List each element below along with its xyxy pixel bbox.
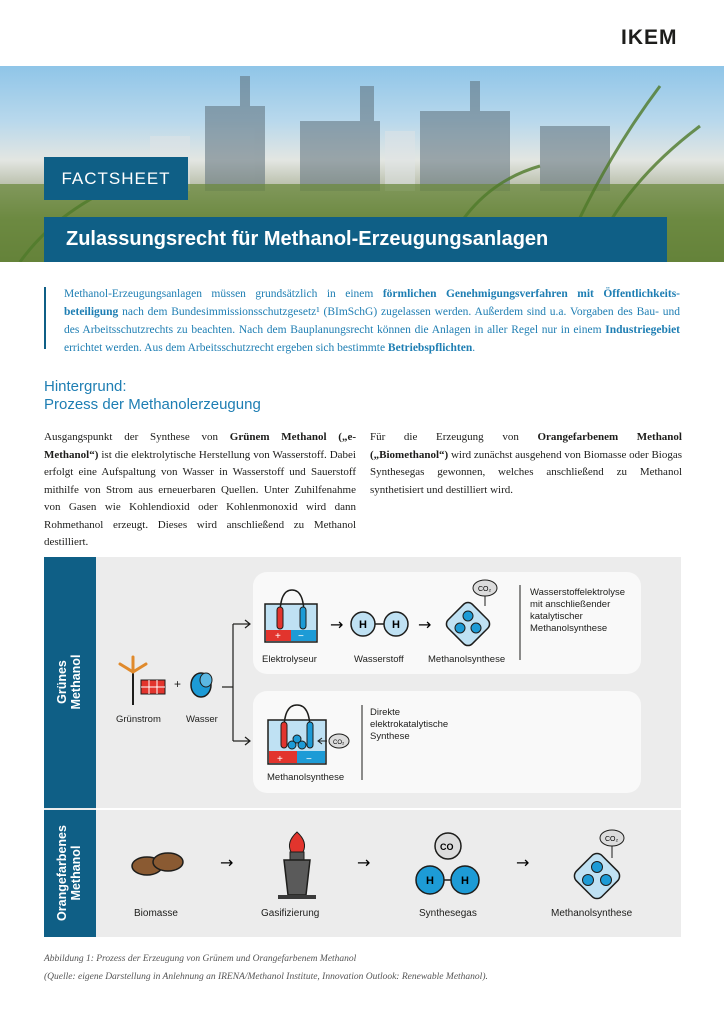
logo-text: IKEM: [621, 26, 678, 49]
h-letter: H: [426, 875, 434, 887]
col2-text: Für die Erzeugung von: [370, 431, 538, 443]
label-wasserstoff: Wasserstoff: [354, 654, 404, 665]
arrow-icon: →: [330, 615, 344, 634]
factsheet-badge: FACTSHEET: [44, 157, 188, 200]
electrolyser-icon: [265, 590, 317, 642]
figure-source: (Quelle: eigene Darstellung in Anlehnung an IRENA/Methanol Institute, Innovation Outlook: Renewable Methanol).: [44, 972, 488, 982]
minus-sign: −: [306, 754, 312, 765]
col1-text: Ausgangspunkt der Synthese von: [44, 431, 230, 443]
co2-label: CO₂: [478, 586, 492, 593]
page-title-text: Zulassungsrecht für Methanol-Erzeugungsanlagen: [66, 228, 549, 250]
green-power-icon: [120, 657, 165, 705]
intro-bold-procedure: förmlichen Genehmigungsverfahren mit Öffentlichkeits-beteiligung: [64, 288, 681, 318]
co2-label: CO₂: [333, 740, 345, 746]
side-label-green-text: Grünes Methanol: [55, 654, 83, 710]
arrow-icon: →: [357, 853, 371, 872]
intro-text: errichtet werden. Aus dem Arbeitsschutzrecht ergeben sich bestimmte: [64, 342, 388, 354]
label-gasifizierung: Gasifizierung: [261, 908, 320, 919]
co-label: CO: [440, 842, 454, 852]
col2-bold: Orangefarbenem Methanol („Biomethanol“): [370, 431, 682, 461]
col2-text: wird zunächst ausgehend von Biomasse oder Biogas Synthesegas gewonnen, welches anschließend zu Methanol synthetisiert und destilliert wird.: [370, 448, 682, 496]
label-methanolsynthese: Methanolsynthese: [551, 908, 633, 919]
arrow-icon: →: [220, 853, 234, 872]
col1-text: ist die elektrolytische Herstellung von Wasserstoff. Dabei erfolgt eine Aufspaltung von Wasser in Wasserstoff und Sauerstoff mithilfe von Strom aus erneuerbaren Quellen. Unter Zuhilfenahme von Gasen wie Kohlendioxid oder Kohlenmonoxid wird dann Rohmethanol erzeugt. Dieses wird anschließend zu Methanol destilliert.: [44, 448, 356, 548]
intro-text: .: [472, 342, 476, 354]
h-letter: H: [461, 875, 469, 887]
intro-bold-industry: Industriegebiet: [605, 324, 680, 336]
side-label-orange-text: Orangefarbenes Methanol: [55, 825, 83, 921]
h-letter: H: [359, 619, 367, 631]
label-synthesegas: Synthesegas: [419, 908, 477, 919]
plus-sign: +: [174, 677, 182, 691]
intro-bold-duties: Betriebspflichten: [387, 342, 473, 354]
arrow-icon: →: [516, 853, 530, 872]
intro-text: nach dem Bundesimmissionsschutzgesetz¹ (BImSchG) zugelassen werden. Außerdem sind u.a. Vorgaben des Bau- und des Arbeitsschutzrechts zu beachten. Nach dem Bauplanungsrecht können die Anlagen in aller Regel nur in einem: [64, 306, 680, 336]
plus-sign: +: [277, 754, 283, 765]
label-wasser: Wasser: [186, 714, 218, 725]
branch-arrows: [222, 620, 250, 745]
label-elektrolyseur: Elektrolyseur: [262, 654, 317, 665]
plus-sign: +: [275, 631, 281, 642]
label-gruenstrom: Grünstrom: [116, 714, 161, 725]
h-letter: H: [392, 619, 400, 631]
biomass-icon: [132, 853, 183, 875]
gasifier-icon: [278, 832, 316, 899]
label-methanolsynthese: Methanolsynthese: [428, 654, 506, 665]
section-heading-line1: Hintergrund:: [44, 378, 127, 395]
label-biomasse: Biomasse: [134, 908, 178, 919]
label-methanolsynthese: Methanolsynthese: [267, 772, 345, 783]
co2-label: CO₂: [605, 836, 619, 843]
intro-text: Methanol-Erzeugungsanlagen müssen grundsätzlich in einem: [64, 288, 383, 300]
figure-caption: Abbildung 1: Prozess der Erzeugung von Grünem und Orangefarbenem Methanol: [44, 954, 357, 964]
minus-sign: −: [298, 631, 304, 642]
col1-bold: Grünem Methanol („e-Methanol“): [44, 431, 356, 461]
note-electrolysis: Wasserstoffelektrolyse mit anschließender katalytischer Methanolsynthese: [530, 587, 626, 634]
arrow-icon: →: [418, 615, 432, 634]
section-heading-line2: Prozess der Methanolerzeugung: [44, 396, 261, 413]
water-icon: [191, 673, 212, 697]
note-direct: Direkte elektrokatalytische Synthese: [370, 707, 449, 742]
